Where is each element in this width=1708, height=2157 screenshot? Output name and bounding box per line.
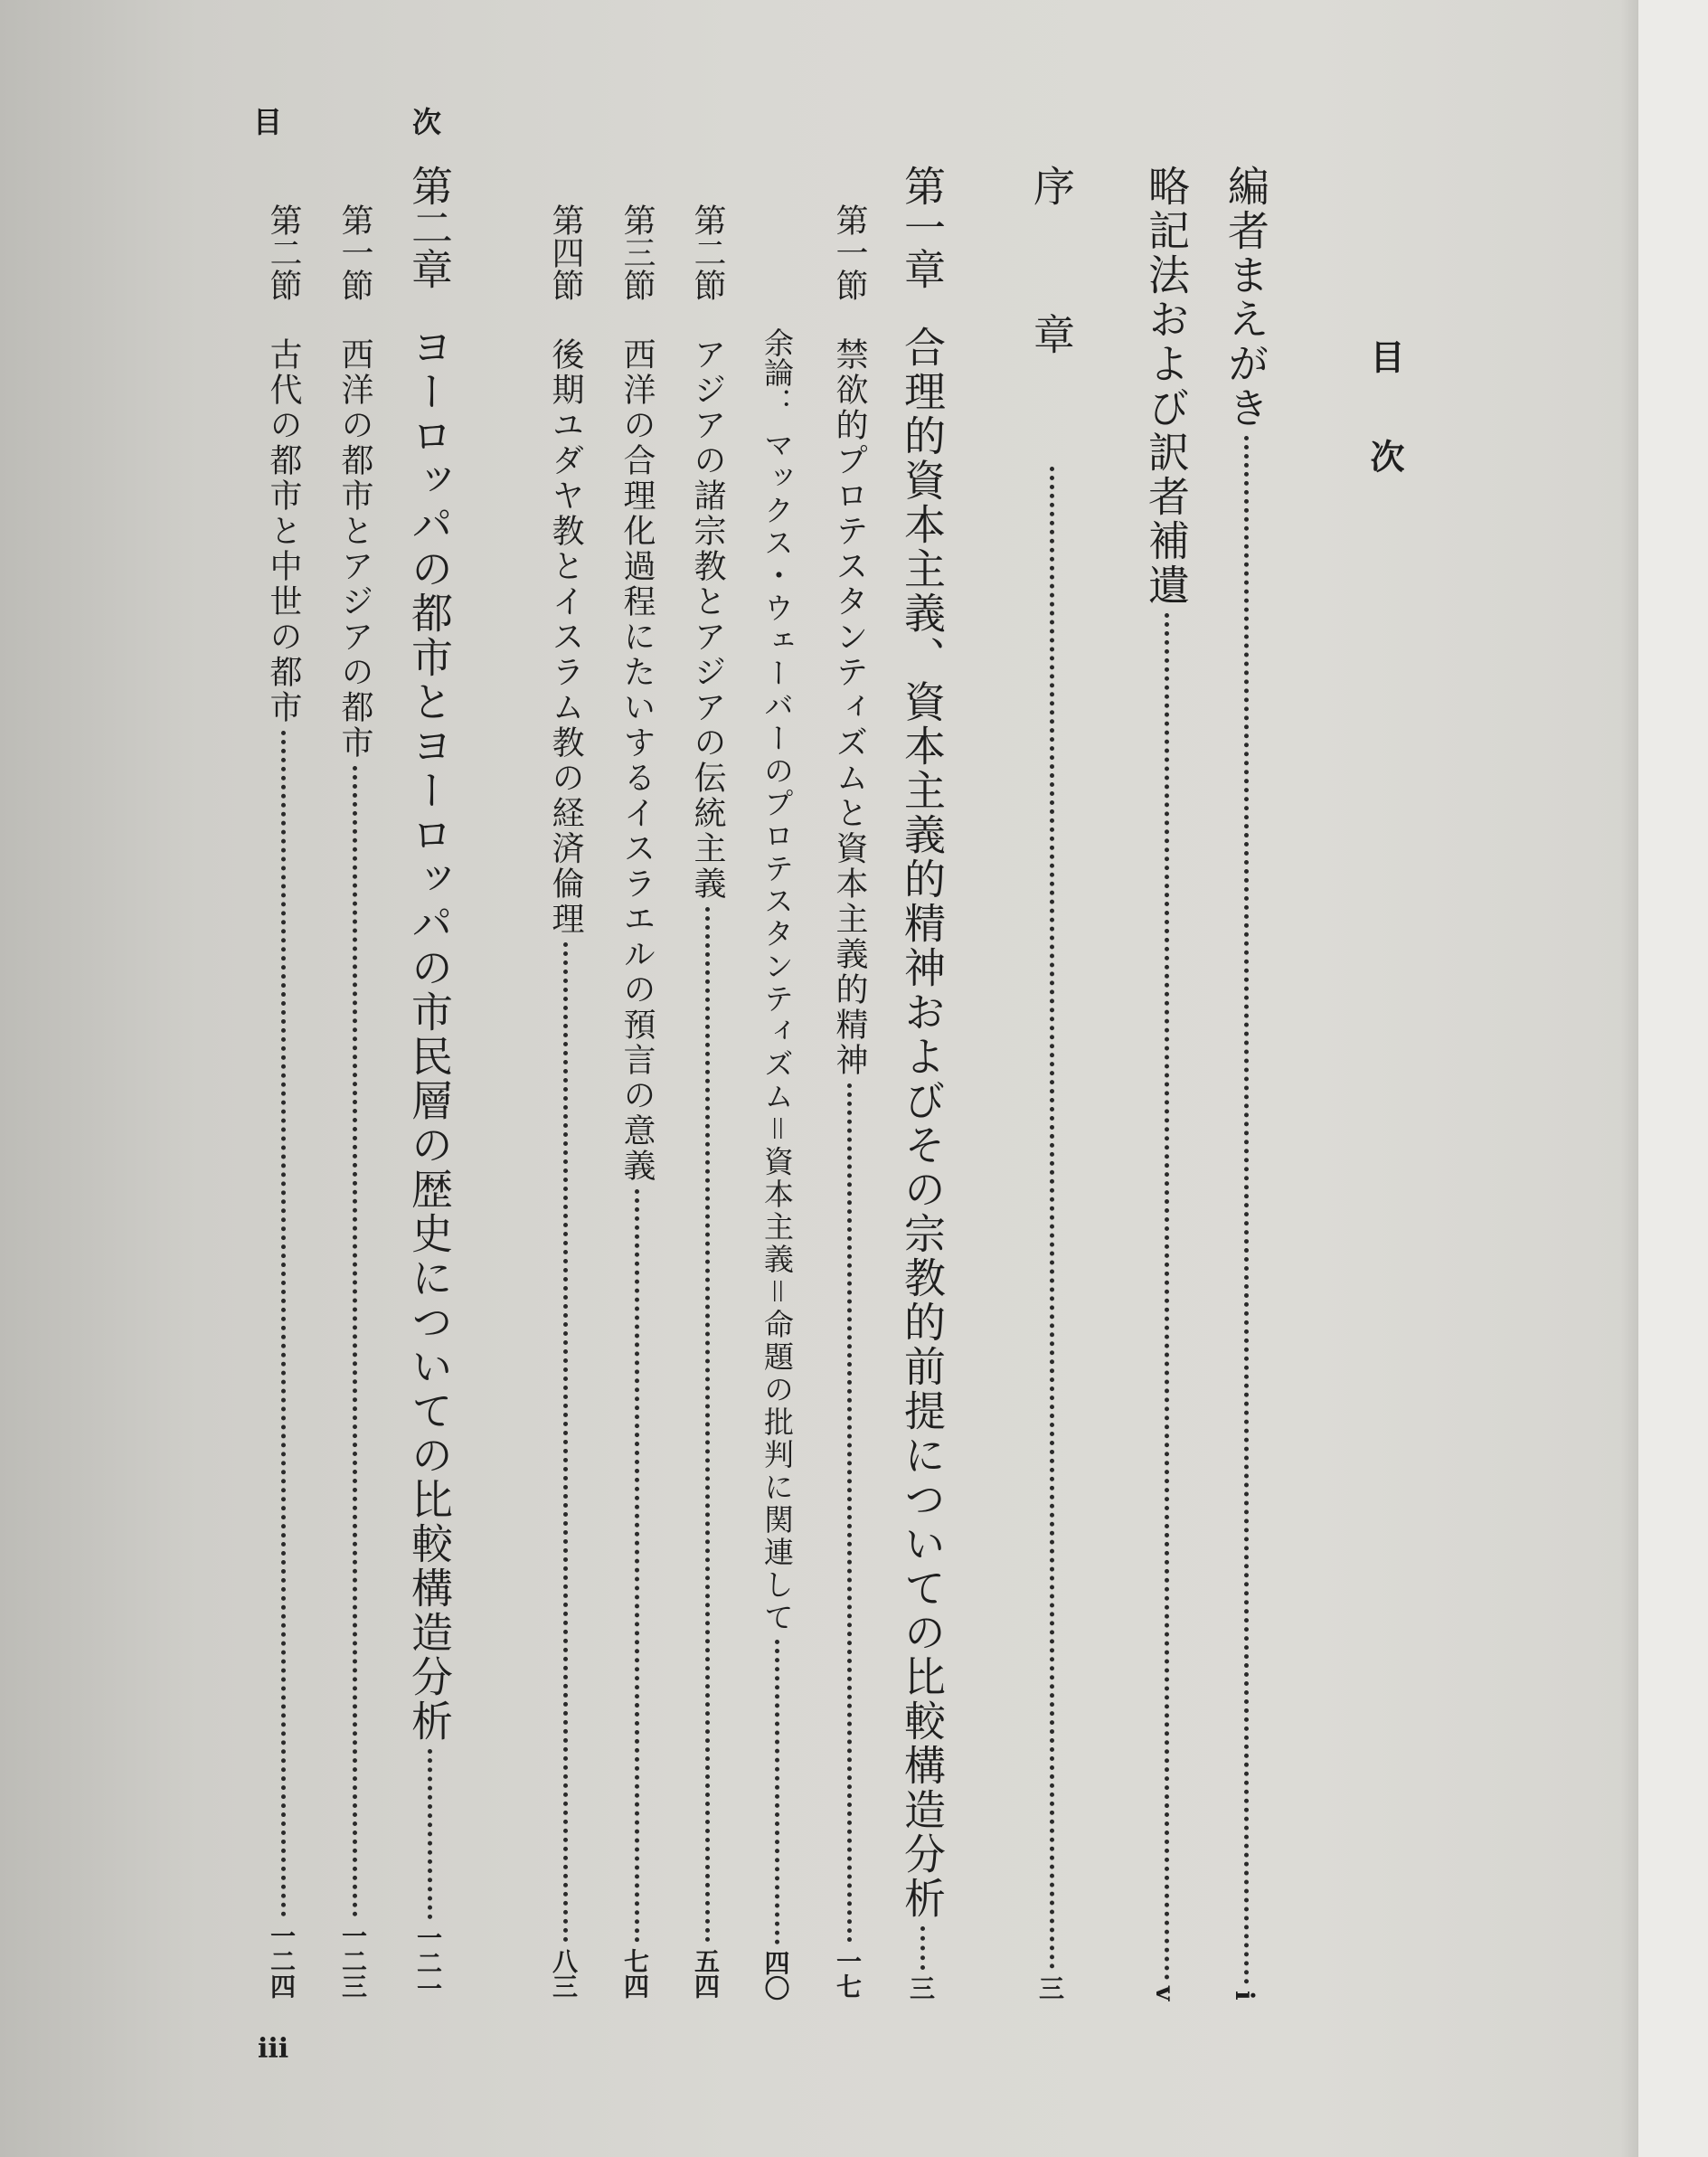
- entry-title: 西洋の合理化過程にたいするイスラエルの預言の意義: [618, 337, 656, 1184]
- toc-entry-preface[interactable]: [1222, 165, 1270, 2001]
- page-number: 五四: [691, 1948, 721, 1999]
- page-number: 四〇: [760, 1950, 791, 2001]
- toc-entry-ch1-sec1[interactable]: [831, 203, 868, 1999]
- toc-entry-ch1-excursus[interactable]: [760, 327, 795, 2001]
- section-label: 第二節: [689, 203, 726, 301]
- entry-title: 編者まえがき: [1222, 165, 1270, 430]
- page-number: v: [1150, 1985, 1180, 2001]
- toc-entry-ch2-sec1[interactable]: [338, 203, 371, 1999]
- page-number: 一二四: [267, 1923, 297, 1999]
- toc-entry-ch2-sec2[interactable]: [265, 203, 302, 1999]
- entry-title: 禁欲的プロテスタンティズムと資本主義的精神: [831, 337, 868, 1078]
- page-folio: iii: [258, 2033, 289, 2065]
- page-number: 一二一: [413, 1925, 443, 2001]
- entry-title: 後期ユダヤ教とイスラム教の経済倫理: [547, 337, 584, 937]
- leader-dots: [281, 731, 286, 1917]
- section-label: 余論：: [760, 327, 795, 417]
- toc-title: 目次: [1364, 339, 1405, 538]
- leader-dots: [563, 942, 568, 1943]
- leader-dots: [775, 1640, 779, 1944]
- leader-dots: [920, 1926, 925, 1970]
- leader-dots: [1244, 436, 1249, 1985]
- page-number: 三: [906, 1975, 936, 2001]
- page-number: 七四: [620, 1948, 650, 1999]
- section-label: 第三節: [618, 203, 656, 301]
- entry-title: ヨーロッパの都市とヨーロッパの市民層の歴史についての比較構造分析: [405, 326, 454, 1744]
- toc-entry-ch1-sec2[interactable]: [689, 203, 726, 1999]
- toc-entry-ch1-sec3[interactable]: [618, 203, 656, 1999]
- leader-dots: [1165, 613, 1169, 1981]
- toc-entry-chapter-2[interactable]: [405, 165, 454, 2001]
- entry-title: 序章: [1027, 165, 1076, 461]
- entry-title: 西洋の都市とアジアの都市: [336, 337, 373, 761]
- entry-title: 古代の都市と中世の都市: [265, 337, 302, 725]
- toc-entry-chapter-1[interactable]: [898, 165, 947, 2001]
- toc-entry-abbreviations[interactable]: [1142, 165, 1191, 2001]
- page-number: 一二三: [338, 1923, 368, 1999]
- page-number: i: [1230, 1991, 1260, 2001]
- entry-title: マックス・ウェーバーのプロテスタンティズム＝資本主義＝命題の批判に関連して: [760, 430, 795, 1634]
- section-label: 第一節: [336, 203, 373, 301]
- entry-title: 合理的資本主義、資本主義的精神およびその宗教的前提についての比較構造分析: [898, 326, 947, 1921]
- section-label: 第四節: [547, 203, 584, 301]
- section-label: 第一章: [898, 165, 947, 289]
- entry-title: アジアの諸宗教とアジアの伝統主義: [689, 337, 726, 902]
- leader-dots: [635, 1189, 639, 1943]
- section-label: 第一節: [831, 203, 868, 301]
- toc-entry-ch1-sec4[interactable]: [547, 203, 584, 1999]
- page-gutter-shadow: [1620, 0, 1640, 2157]
- page-edge: [1638, 0, 1708, 2157]
- leader-dots: [847, 1083, 852, 1943]
- leader-dots: [705, 907, 710, 1943]
- page-number: 三: [1035, 1975, 1065, 2001]
- leader-dots: [1050, 467, 1054, 1970]
- toc-entry-introduction[interactable]: [1027, 165, 1076, 2001]
- section-label: 第二節: [265, 203, 302, 301]
- leader-dots: [353, 766, 357, 1917]
- leader-dots: [428, 1749, 432, 1919]
- page-number: 一七: [833, 1948, 863, 1999]
- entry-title: 略記法および訳者補遺: [1142, 165, 1191, 608]
- running-head: 目 次: [253, 105, 493, 139]
- section-label: 第二章: [405, 165, 454, 289]
- page-number: 八三: [549, 1948, 579, 1999]
